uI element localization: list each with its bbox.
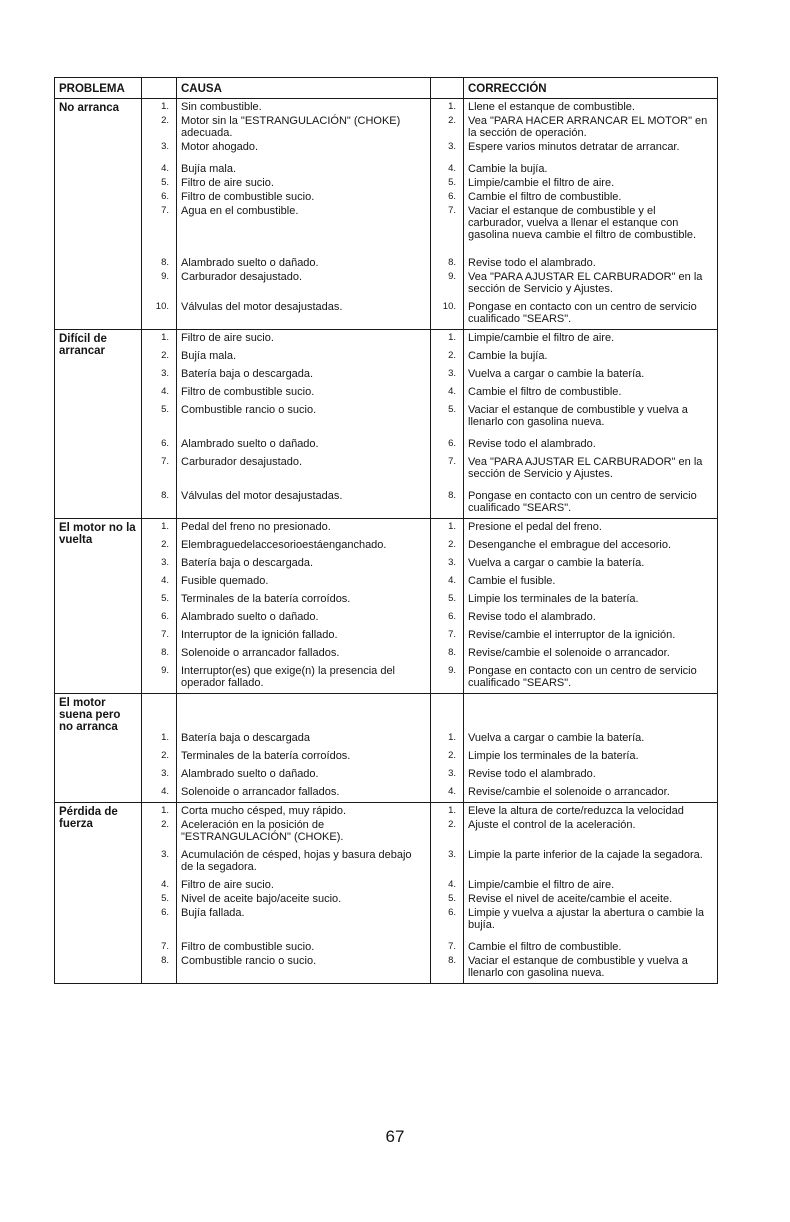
correction-cell: Vea "PARA HACER ARRANCAR EL MOTOR" en la sección de operación. xyxy=(464,113,718,139)
correction-number: 2. xyxy=(431,533,464,551)
correction-cell: Revise todo el alambrado. xyxy=(464,241,718,269)
table-row xyxy=(55,295,718,330)
cause-cell: Filtro de combustible sucio. xyxy=(177,189,431,203)
cause-cell: Alambrado suelto o dañado. xyxy=(177,762,431,780)
table-row xyxy=(55,762,718,780)
cause-cell: Filtro de aire sucio. xyxy=(177,175,431,189)
correction-cell: Revise todo el alambrado. xyxy=(464,762,718,780)
table-row xyxy=(55,873,718,891)
cause-cell: Nivel de aceite bajo/aceite sucio. xyxy=(177,891,431,905)
table-body xyxy=(55,99,718,984)
table-row xyxy=(55,931,718,953)
cause-number: 7. xyxy=(142,450,177,480)
cause-number: 10. xyxy=(142,295,177,330)
correction-cell: Revise/cambie el solenoide o arrancador. xyxy=(464,780,718,803)
cause-cell: Válvulas del motor desajustadas. xyxy=(177,480,431,519)
correction-number: 6. xyxy=(431,605,464,623)
correction-cell: Revise todo el alambrado. xyxy=(464,605,718,623)
header-cause: CAUSA xyxy=(177,78,431,99)
table-row xyxy=(55,605,718,623)
cause-cell: Carburador desajustado. xyxy=(177,450,431,480)
table-row xyxy=(55,99,718,114)
table-row xyxy=(55,659,718,694)
table-row xyxy=(55,817,718,843)
header-correction: CORRECCIÓN xyxy=(464,78,718,99)
table-row xyxy=(55,450,718,480)
correction-number: 9. xyxy=(431,269,464,295)
correction-cell: Vaciar el estanque de combustible y vuelva a llenarlo con gasolina nueva. xyxy=(464,398,718,428)
cause-cell: Agua en el combustible. xyxy=(177,203,431,241)
troubleshooting-table xyxy=(54,77,718,984)
problem-cell: Pérdida de fuerza xyxy=(55,803,142,984)
cause-number: 3. xyxy=(142,551,177,569)
table-row xyxy=(55,905,718,931)
correction-number: 4. xyxy=(431,380,464,398)
cause-number: 6. xyxy=(142,905,177,931)
correction-cell: Cambie el fusible. xyxy=(464,569,718,587)
correction-number: 6. xyxy=(431,905,464,931)
table-row xyxy=(55,533,718,551)
table-row xyxy=(55,269,718,295)
correction-cell: Pongase en contacto con un centro de servicio cualificado "SEARS". xyxy=(464,295,718,330)
table-row xyxy=(55,480,718,519)
cause-cell: Batería baja o descargada. xyxy=(177,551,431,569)
correction-number: 3. xyxy=(431,362,464,380)
correction-cell: Llene el estanque de combustible. xyxy=(464,99,718,114)
table-row xyxy=(55,587,718,605)
cause-cell: Terminales de la batería corroídos. xyxy=(177,587,431,605)
cause-number: 4. xyxy=(142,153,177,175)
cause-number: 3. xyxy=(142,762,177,780)
correction-cell: Vaciar el estanque de combustible y el carburador, vuelva a llenar el estanque con gasolina nueva cambie el filtro de combustible. xyxy=(464,203,718,241)
correction-cell: Vuelva a cargar o cambie la batería. xyxy=(464,362,718,380)
cause-cell: Bujía mala. xyxy=(177,153,431,175)
cause-cell: Elembraguedelaccesorioestáenganchado. xyxy=(177,533,431,551)
cause-number: 2. xyxy=(142,744,177,762)
correction-number: 5. xyxy=(431,398,464,428)
cause-cell: Interruptor de la ignición fallado. xyxy=(177,623,431,641)
cause-number: 9. xyxy=(142,269,177,295)
correction-number: 1. xyxy=(431,803,464,818)
correction-cell: Revise el nivel de aceite/cambie el aceite. xyxy=(464,891,718,905)
cause-number: 5. xyxy=(142,891,177,905)
correction-number: 9. xyxy=(431,659,464,694)
cause-cell: Solenoide o arrancador fallados. xyxy=(177,780,431,803)
cause-cell: Terminales de la batería corroídos. xyxy=(177,744,431,762)
correction-cell: Vuelva a cargar o cambie la batería. xyxy=(464,694,718,745)
cause-cell: Fusible quemado. xyxy=(177,569,431,587)
correction-number: 6. xyxy=(431,428,464,450)
correction-cell: Limpie los terminales de la batería. xyxy=(464,744,718,762)
cause-cell: Filtro de aire sucio. xyxy=(177,330,431,345)
correction-number: 4. xyxy=(431,873,464,891)
page-number: 67 xyxy=(385,1127,405,1146)
correction-number: 8. xyxy=(431,480,464,519)
cause-number: 2. xyxy=(142,113,177,139)
cause-number: 4. xyxy=(142,380,177,398)
cause-cell: Corta mucho césped, muy rápido. xyxy=(177,803,431,818)
header-problem: PROBLEMA xyxy=(55,78,142,99)
correction-cell: Limpie y vuelva a ajustar la abertura o cambie la bujía. xyxy=(464,905,718,931)
problem-cell: Difícil de arrancar xyxy=(55,330,142,519)
cause-number: 6. xyxy=(142,189,177,203)
cause-cell: Válvulas del motor desajustadas. xyxy=(177,295,431,330)
table-row xyxy=(55,428,718,450)
table-row xyxy=(55,189,718,203)
correction-number: 8. xyxy=(431,241,464,269)
problem-cell: El motor suena pero no arranca xyxy=(55,694,142,803)
table-row xyxy=(55,623,718,641)
cause-number: 6. xyxy=(142,428,177,450)
correction-number: 6. xyxy=(431,189,464,203)
correction-number: 1. xyxy=(431,519,464,534)
correction-cell: Limpie los terminales de la batería. xyxy=(464,587,718,605)
correction-cell: Cambie la bujía. xyxy=(464,344,718,362)
table-row xyxy=(55,113,718,139)
cause-number: 6. xyxy=(142,605,177,623)
cause-number: 1. xyxy=(142,330,177,345)
table-row xyxy=(55,362,718,380)
cause-cell: Aceleración en la posición de "ESTRANGULACIÓN" (CHOKE). xyxy=(177,817,431,843)
table-header-row xyxy=(55,78,718,99)
correction-number: 4. xyxy=(431,780,464,803)
cause-cell: Interruptor(es) que exige(n) la presencia del operador fallado. xyxy=(177,659,431,694)
header-correction-number xyxy=(431,78,464,99)
table-row xyxy=(55,380,718,398)
correction-cell: Revise todo el alambrado. xyxy=(464,428,718,450)
correction-cell: Vaciar el estanque de combustible y vuelva a llenarlo con gasolina nueva. xyxy=(464,953,718,984)
correction-number: 5. xyxy=(431,175,464,189)
correction-number: 3. xyxy=(431,551,464,569)
cause-cell: Alambrado suelto o dañado. xyxy=(177,428,431,450)
cause-cell: Batería baja o descargada. xyxy=(177,362,431,380)
cause-number: 1. xyxy=(142,99,177,114)
cause-number: 4. xyxy=(142,873,177,891)
table-row xyxy=(55,744,718,762)
cause-number: 2. xyxy=(142,533,177,551)
correction-cell: Vea "PARA AJUSTAR EL CARBURADOR" en la sección de Servicio y Ajustes. xyxy=(464,450,718,480)
cause-number: 7. xyxy=(142,931,177,953)
cause-number: 9. xyxy=(142,659,177,694)
table-row xyxy=(55,843,718,873)
table-row xyxy=(55,344,718,362)
cause-number: 1. xyxy=(142,803,177,818)
correction-number: 7. xyxy=(431,203,464,241)
correction-cell: Vea "PARA AJUSTAR EL CARBURADOR" en la sección de Servicio y Ajustes. xyxy=(464,269,718,295)
correction-number: 7. xyxy=(431,450,464,480)
correction-number: 5. xyxy=(431,891,464,905)
correction-number: 4. xyxy=(431,153,464,175)
cause-number: 4. xyxy=(142,569,177,587)
cause-number: 1. xyxy=(142,694,177,745)
cause-number: 5. xyxy=(142,175,177,189)
cause-cell: Combustible rancio o sucio. xyxy=(177,398,431,428)
correction-number: 8. xyxy=(431,641,464,659)
table-row xyxy=(55,398,718,428)
header-cause-number xyxy=(142,78,177,99)
cause-number: 7. xyxy=(142,623,177,641)
table-row xyxy=(55,551,718,569)
cause-cell: Solenoide o arrancador fallados. xyxy=(177,641,431,659)
cause-cell: Alambrado suelto o dañado. xyxy=(177,605,431,623)
cause-cell: Pedal del freno no presionado. xyxy=(177,519,431,534)
correction-cell: Cambie el filtro de combustible. xyxy=(464,189,718,203)
cause-cell: Filtro de aire sucio. xyxy=(177,873,431,891)
correction-number: 4. xyxy=(431,569,464,587)
table-row xyxy=(55,241,718,269)
correction-cell: Limpie la parte inferior de la cajade la segadora. xyxy=(464,843,718,873)
correction-cell: Pongase en contacto con un centro de servicio cualificado "SEARS". xyxy=(464,480,718,519)
cause-cell: Carburador desajustado. xyxy=(177,269,431,295)
cause-number: 3. xyxy=(142,843,177,873)
correction-cell: Pongase en contacto con un centro de servicio cualificado "SEARS". xyxy=(464,659,718,694)
cause-cell: Acumulación de césped, hojas y basura debajo de la segadora. xyxy=(177,843,431,873)
cause-number: 2. xyxy=(142,344,177,362)
correction-number: 8. xyxy=(431,953,464,984)
correction-cell: Cambie el filtro de combustible. xyxy=(464,931,718,953)
correction-cell: Espere varios minutos detratar de arrancar. xyxy=(464,139,718,153)
correction-cell: Limpie/cambie el filtro de aire. xyxy=(464,330,718,345)
cause-cell: Motor sin la "ESTRANGULACIÓN" (CHOKE) adecuada. xyxy=(177,113,431,139)
correction-number: 7. xyxy=(431,623,464,641)
table-row xyxy=(55,953,718,984)
cause-cell: Motor ahogado. xyxy=(177,139,431,153)
correction-number: 3. xyxy=(431,762,464,780)
cause-cell: Combustible rancio o sucio. xyxy=(177,953,431,984)
table-row xyxy=(55,175,718,189)
correction-cell: Eleve la altura de corte/reduzca la velocidad xyxy=(464,803,718,818)
cause-cell: Bujía fallada. xyxy=(177,905,431,931)
table-row xyxy=(55,203,718,241)
cause-number: 8. xyxy=(142,480,177,519)
cause-number: 5. xyxy=(142,587,177,605)
table-row xyxy=(55,330,718,345)
cause-number: 8. xyxy=(142,641,177,659)
correction-number: 7. xyxy=(431,931,464,953)
cause-number: 3. xyxy=(142,362,177,380)
problem-cell: No arranca xyxy=(55,99,142,330)
correction-cell: Limpie/cambie el filtro de aire. xyxy=(464,873,718,891)
correction-cell: Vuelva a cargar o cambie la batería. xyxy=(464,551,718,569)
correction-number: 10. xyxy=(431,295,464,330)
correction-number: 2. xyxy=(431,817,464,843)
correction-cell: Presione el pedal del freno. xyxy=(464,519,718,534)
correction-cell: Revise/cambie el solenoide o arrancador. xyxy=(464,641,718,659)
cause-cell: Batería baja o descargada xyxy=(177,694,431,745)
cause-cell: Sin combustible. xyxy=(177,99,431,114)
correction-cell: Desenganche el embrague del accesorio. xyxy=(464,533,718,551)
table-row xyxy=(55,139,718,153)
cause-number: 8. xyxy=(142,953,177,984)
cause-number: 2. xyxy=(142,817,177,843)
cause-cell: Bujía mala. xyxy=(177,344,431,362)
correction-cell: Revise/cambie el interruptor de la ignición. xyxy=(464,623,718,641)
cause-cell: Filtro de combustible sucio. xyxy=(177,380,431,398)
correction-number: 2. xyxy=(431,344,464,362)
cause-cell: Filtro de combustible sucio. xyxy=(177,931,431,953)
correction-number: 2. xyxy=(431,744,464,762)
table-row xyxy=(55,569,718,587)
table-row xyxy=(55,780,718,803)
correction-number: 3. xyxy=(431,843,464,873)
correction-cell: Limpie/cambie el filtro de aire. xyxy=(464,175,718,189)
table-row xyxy=(55,891,718,905)
correction-cell: Cambie el filtro de combustible. xyxy=(464,380,718,398)
correction-cell: Ajuste el control de la aceleración. xyxy=(464,817,718,843)
cause-number: 4. xyxy=(142,780,177,803)
correction-number: 2. xyxy=(431,113,464,139)
table-row xyxy=(55,153,718,175)
cause-number: 1. xyxy=(142,519,177,534)
correction-number: 3. xyxy=(431,139,464,153)
correction-number: 1. xyxy=(431,330,464,345)
correction-number: 1. xyxy=(431,99,464,114)
cause-number: 3. xyxy=(142,139,177,153)
cause-cell: Alambrado suelto o dañado. xyxy=(177,241,431,269)
cause-number: 7. xyxy=(142,203,177,241)
correction-number: 5. xyxy=(431,587,464,605)
correction-number: 1. xyxy=(431,694,464,745)
table-row xyxy=(55,803,718,818)
table-row xyxy=(55,694,718,745)
problem-cell: El motor no la vuelta xyxy=(55,519,142,694)
table-row xyxy=(55,519,718,534)
cause-number: 5. xyxy=(142,398,177,428)
correction-cell: Cambie la bujía. xyxy=(464,153,718,175)
table-row xyxy=(55,641,718,659)
cause-number: 8. xyxy=(142,241,177,269)
